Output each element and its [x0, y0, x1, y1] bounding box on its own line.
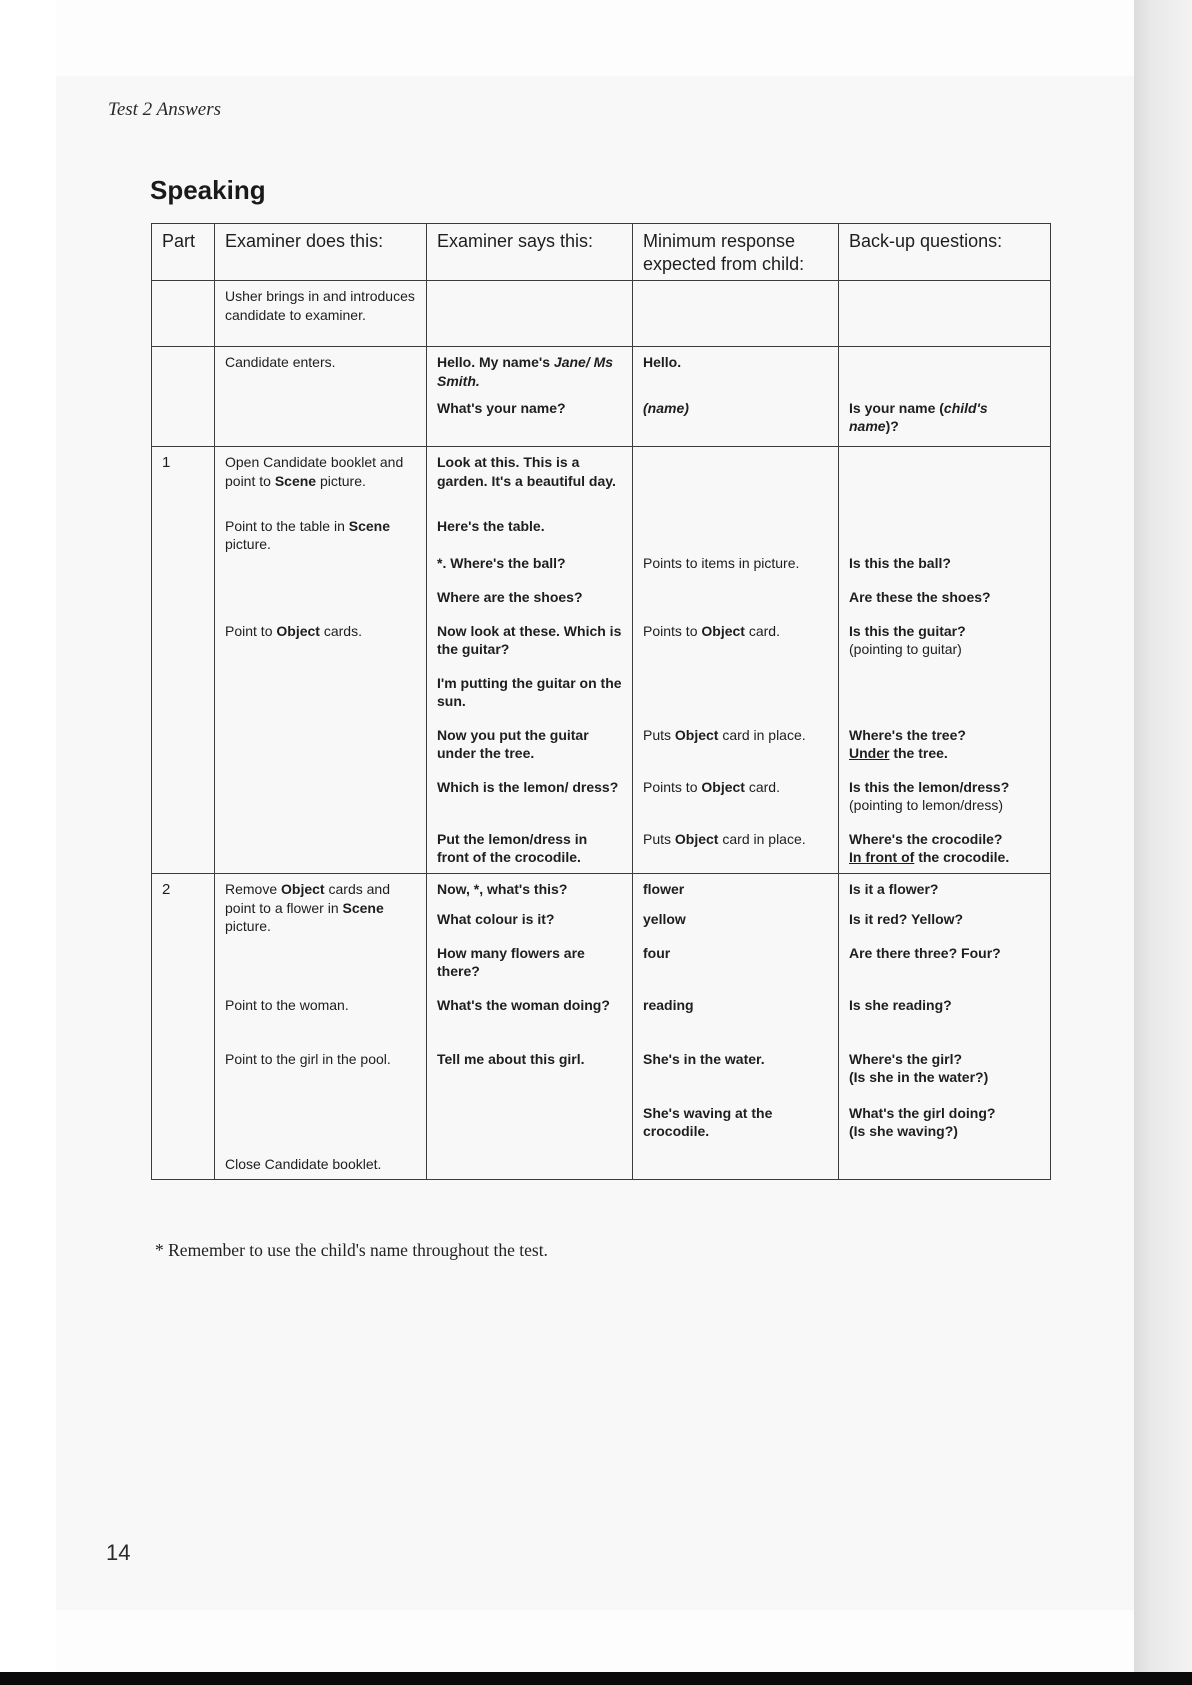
cell-says: Which is the lemon/ dress? — [437, 778, 619, 795]
cell-does-end: cards. — [319, 622, 362, 639]
table-row — [152, 830, 1051, 874]
table-row — [152, 517, 1051, 554]
cell-backup: Is she reading? — [849, 996, 952, 1013]
cell-min-response: Hello. — [643, 354, 682, 370]
cell-min-object: Object — [674, 726, 719, 743]
cell-backup: Is it a flower? — [849, 881, 939, 898]
cell-min-response: four — [643, 944, 671, 961]
cell-does-object: Object — [276, 622, 320, 639]
cell-backup: Is this the ball? — [849, 554, 951, 571]
table-row — [152, 778, 1051, 830]
table-row — [152, 622, 1051, 674]
cell-part: 2 — [162, 881, 171, 899]
running-header: Test 2 Answers — [108, 99, 221, 120]
cell-does-end: picture. — [225, 918, 271, 935]
cell-says: Now look at these. Which is the guitar? — [437, 622, 622, 658]
cell-says: What colour is it? — [437, 910, 555, 927]
cell-min-object: Object — [674, 830, 719, 847]
scan-left-margin — [0, 0, 56, 1685]
cell-says: Now, *, what's this? — [437, 881, 568, 898]
cell-min-end: card. — [744, 778, 780, 795]
cell-says: What's the woman doing? — [437, 996, 610, 1013]
cell-says: Tell me about this girl. — [437, 1050, 585, 1067]
cell-says: *. Where's the ball? — [437, 554, 566, 571]
cell-backup: Where's the girl? — [849, 1050, 963, 1067]
cell-min-response: She's in the water. — [643, 1050, 765, 1067]
cell-backup: What's the girl doing? — [849, 1104, 996, 1121]
cell-min-response: yellow — [643, 910, 686, 927]
table-row — [152, 447, 1051, 517]
cell-says: I'm putting the guitar on the sun. — [437, 674, 622, 710]
header-part: Part — [152, 224, 215, 281]
cell-does-object: Object — [281, 881, 325, 898]
cell-does-end: picture. — [225, 536, 271, 553]
cell-does: Point to the girl in the pool. — [225, 1050, 391, 1067]
table-row — [152, 674, 1051, 726]
cell-does: Candidate enters. — [225, 354, 336, 370]
cell-min-object: Object — [701, 778, 745, 795]
table-row — [152, 996, 1051, 1050]
cell-part: 1 — [162, 454, 171, 471]
cell-says: What's your name? — [437, 399, 566, 416]
header-minimum-response: Minimum response expected from child: — [633, 224, 839, 281]
page-number: 14 — [106, 1540, 131, 1565]
cell-does-end: picture. — [316, 472, 366, 489]
header-backup-questions: Back-up questions: — [839, 224, 1051, 281]
cell-min-response: (name) — [643, 399, 689, 416]
cell-says: Here's the table. — [437, 517, 545, 534]
table-row — [152, 399, 1051, 447]
cell-backup-underlined: Under — [849, 745, 890, 762]
scan-bottom-band — [0, 1672, 1192, 1685]
cell-min-response: Puts — [643, 830, 675, 847]
table-row — [152, 874, 1051, 910]
cell-backup-end: )? — [885, 418, 899, 435]
cell-min-response: flower — [643, 881, 685, 898]
cell-min-response: Points to — [643, 622, 702, 639]
section-title: Speaking — [150, 175, 266, 205]
cell-min-end: card. — [744, 622, 780, 639]
cell-does-scene: Scene — [274, 472, 317, 489]
cell-min-response: She's waving at the crocodile. — [643, 1104, 773, 1140]
cell-does: Point to — [225, 622, 277, 639]
cell-min-end: card in place. — [718, 830, 806, 847]
cell-backup-end: the crocodile. — [914, 849, 1010, 866]
table-row — [152, 588, 1051, 622]
cell-says: Put the lemon/dress in front of the crocodile. — [437, 830, 588, 866]
cell-does: Remove — [225, 881, 282, 898]
cell-does: Point to the table in — [225, 517, 349, 534]
cell-does-scene: Scene — [348, 517, 391, 534]
footnote: * Remember to use the child's name throughout the test. — [155, 1240, 548, 1260]
header-examiner-does: Examiner does this: — [215, 224, 427, 281]
table-row — [152, 726, 1051, 778]
cell-does: Open Candidate booklet and point to — [225, 454, 404, 489]
cell-says: How many flowers are there? — [437, 944, 585, 980]
cell-says: Look at this. This is a garden. It's a beautiful day. — [437, 454, 616, 489]
cell-does: Point to the woman. — [225, 996, 349, 1013]
header-examiner-says: Examiner says this: — [427, 224, 633, 281]
cell-does-scene: Scene — [342, 899, 384, 916]
cell-min-end: card in place. — [718, 726, 806, 743]
table-row — [152, 1050, 1051, 1104]
cell-backup: Is this the lemon/dress? — [849, 778, 1010, 795]
table-row — [152, 347, 1051, 399]
cell-says: Now you put the guitar under the tree. — [437, 726, 589, 762]
speaking-table — [151, 223, 1051, 1180]
cell-does: Close Candidate booklet. — [225, 1155, 382, 1172]
cell-says: Hello. My name's — [437, 354, 554, 370]
cell-min-object: Object — [701, 622, 745, 639]
scan-right-edge — [1134, 0, 1192, 1685]
cell-min-response: Points to — [643, 778, 702, 795]
cell-backup: Where's the crocodile? — [849, 830, 1003, 847]
cell-backup-alt: (Is she in the water?) — [849, 1069, 989, 1086]
table-row — [152, 1150, 1051, 1180]
cell-says: Where are the shoes? — [437, 588, 583, 605]
cell-backup-note: (pointing to guitar) — [849, 641, 962, 658]
cell-min-response: Puts — [643, 726, 675, 743]
cell-says-name: Jane/ Ms Smith. — [437, 354, 614, 389]
cell-backup: Is this the guitar? — [849, 622, 966, 639]
cell-backup: Are these the shoes? — [849, 588, 991, 605]
cell-backup-underlined: In front of — [849, 849, 915, 866]
cell-min-response: reading — [643, 996, 694, 1013]
cell-min-response: Points to items in picture. — [643, 554, 800, 571]
cell-backup-childs-name: child's name — [849, 399, 988, 435]
cell-backup-end: the tree. — [889, 745, 948, 762]
table-row — [152, 1104, 1051, 1150]
cell-backup: Are there three? Four? — [849, 944, 1001, 961]
table-row — [152, 281, 1051, 347]
table-row — [152, 554, 1051, 588]
cell-backup: Where's the tree? — [849, 726, 966, 743]
cell-does-mid: cards and point to a flower in — [225, 881, 390, 916]
table-header-row — [152, 224, 1051, 281]
cell-backup-note: (pointing to lemon/dress) — [849, 797, 1004, 814]
cell-does: Usher brings in and introduces candidate to examiner. — [225, 288, 415, 323]
cell-backup-alt: (Is she waving?) — [849, 1123, 958, 1140]
cell-backup: Is your name ( — [849, 399, 944, 416]
cell-backup: Is it red? Yellow? — [849, 910, 964, 927]
